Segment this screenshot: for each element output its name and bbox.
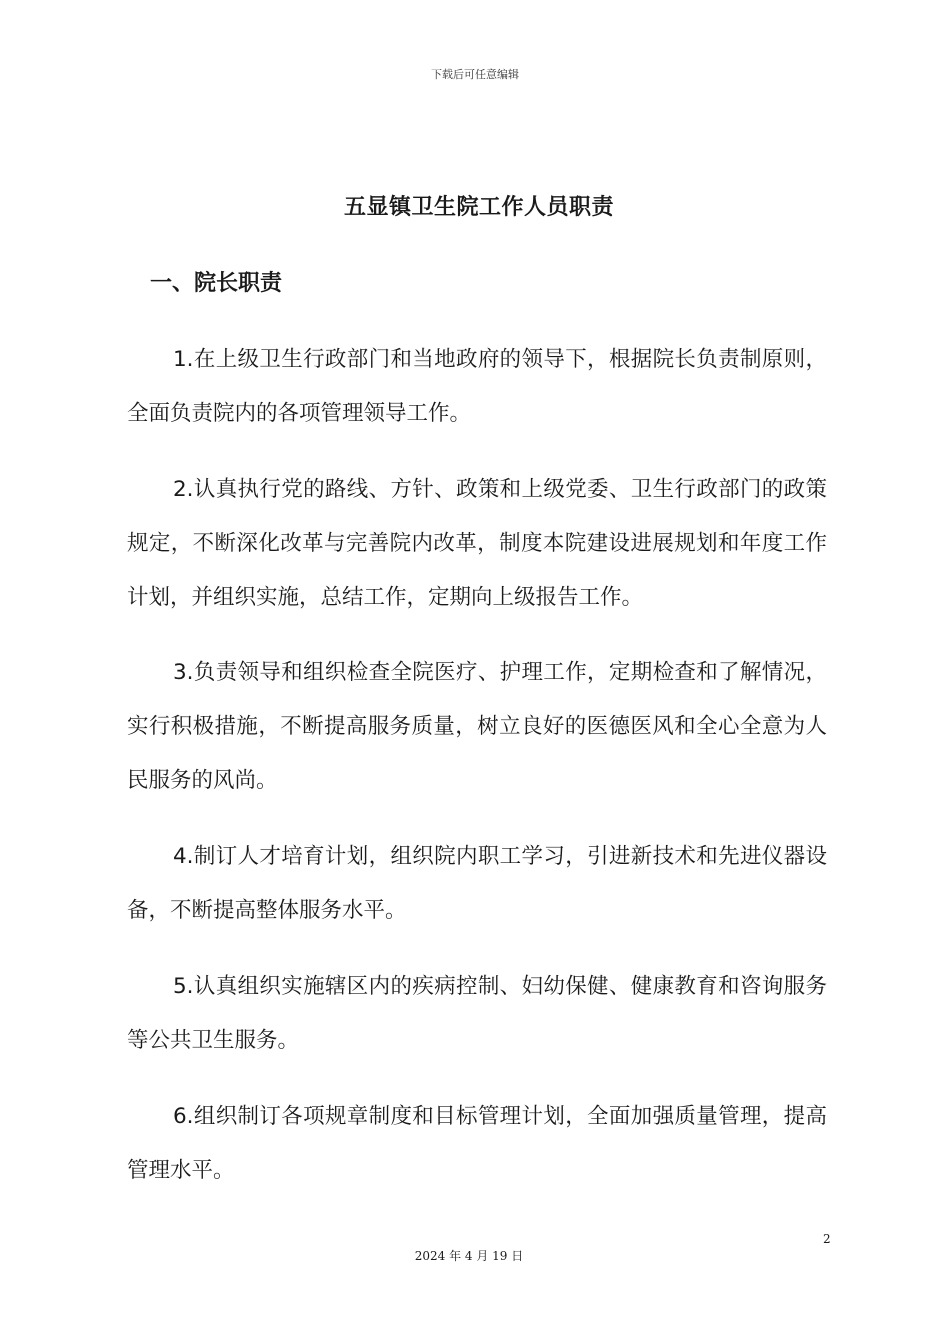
- page-number: 2: [823, 1232, 831, 1246]
- document-title: 五显镇卫生院工作人员职责: [343, 195, 614, 220]
- paragraph-4: 4.制订人才培育计划，组织院内职工学习，引进新技术和先进仪器设备，不断提高整体服务水平。: [127, 844, 827, 923]
- paragraph-2: 2.认真执行党的路线、方针、政策和上级党委、卫生行政部门的政策规定，不断深化改革与完善院内改革，制度本院建设进展规划和年度工作计划，并组织实施，总结工作，定期向上级报告工作。: [127, 477, 827, 610]
- footer-date: 2024 年 4 月 19 日: [414, 1249, 524, 1263]
- paragraph-6: 6.组织制订各项规章制度和目标管理计划，全面加强质量管理，提高管理水平。: [127, 1104, 827, 1183]
- section-heading: 一、院长职责: [150, 271, 283, 296]
- paragraph-1: 1.在上级卫生行政部门和当地政府的领导下，根据院长负责制原则，全面负责院内的各项管理领导工作。: [127, 347, 827, 426]
- paragraph-5: 5.认真组织实施辖区内的疾病控制、妇幼保健、健康教育和咨询服务等公共卫生服务。: [127, 974, 827, 1053]
- header-note: 下载后可任意编辑: [431, 68, 519, 81]
- paragraph-3: 3.负责领导和组织检查全院医疗、护理工作，定期检查和了解情况，实行积极措施，不断提高服务质量，树立良好的医德医风和全心全意为人民服务的风尚。: [127, 660, 827, 793]
